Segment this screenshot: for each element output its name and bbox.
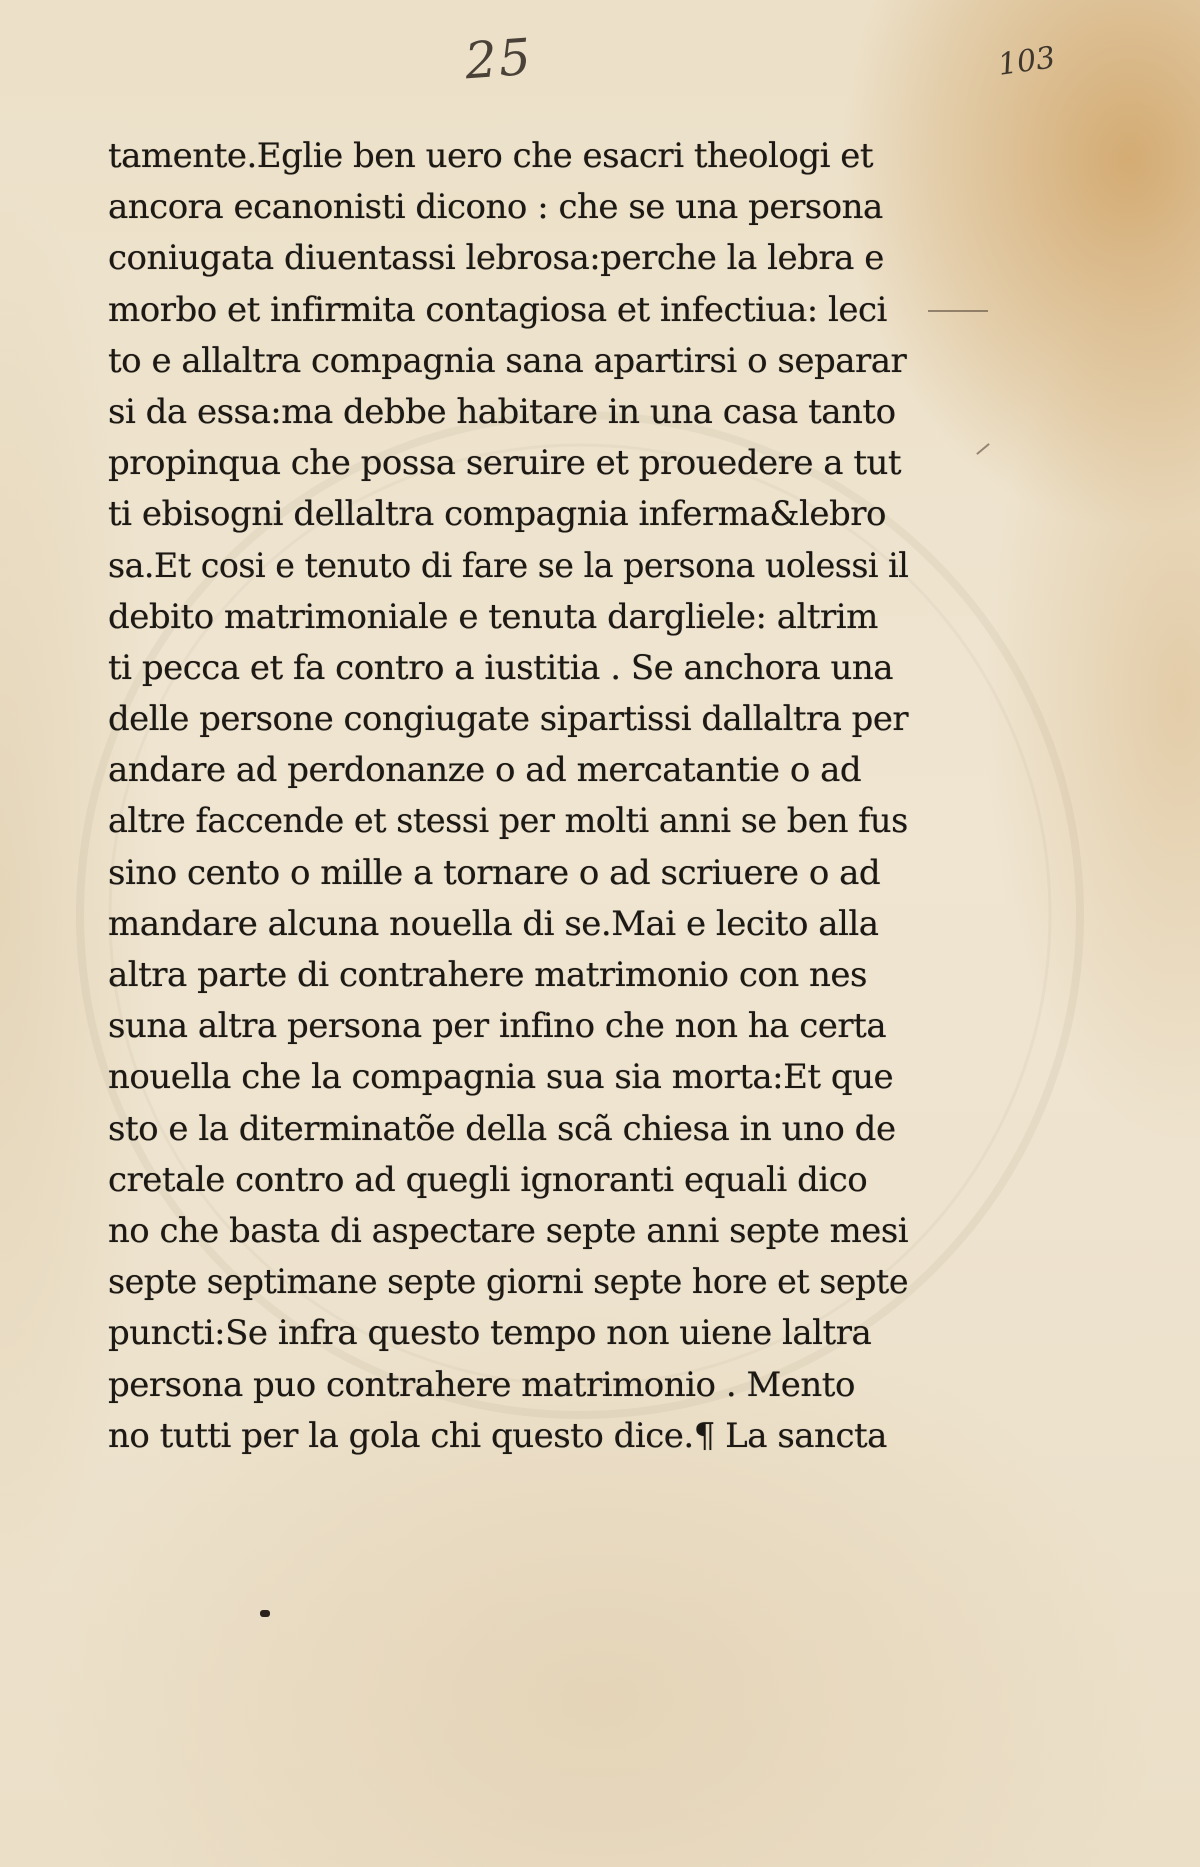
text-line: suna altra persona per infino che non ha certa <box>108 1006 887 1047</box>
text-line: altra parte di contrahere matrimonio con nes <box>108 955 868 995</box>
text-line: ancora ecanonisti dicono : che se una persona <box>108 187 883 228</box>
body-text <box>108 131 908 1462</box>
margin-dash <box>928 310 988 312</box>
text-line: sto e la diterminatõe della scã chiesa in uno de <box>108 1108 896 1149</box>
text-line: sino cento o mille a tornare o ad scriuere o ad <box>108 852 881 893</box>
text-line: tamente.Eglie ben uero che esacri theologi et <box>108 136 874 176</box>
text-line: morbo et infirmita contagiosa et infectiua: leci <box>108 289 887 330</box>
text-line: cretale contro ad quegli ignoranti equali dico <box>108 1159 868 1200</box>
text-line: no che basta di aspectare septe anni septe mesi <box>108 1210 909 1251</box>
text-line: ti pecca et fa contro a iustitia . Se anchora una <box>108 647 894 688</box>
text-line: coniugata diuentassi lebrosa:perche la lebra e <box>108 238 884 279</box>
text-line: debito matrimoniale e tenuta dargliele: altrim <box>108 596 878 637</box>
text-line: andare ad perdonanze o ad mercatantie o ad <box>108 750 862 791</box>
folio-number-ink: 103 <box>995 40 1058 83</box>
text-line: persona puo contrahere matrimonio . Mento <box>108 1364 855 1405</box>
text-line: mandare alcuna nouella di se.Mai e lecito alla <box>108 903 879 944</box>
text-line: sa.Et cosi e tenuto di fare se la persona uolessi il <box>108 545 909 586</box>
text-line: si da essa:ma debbe habitare in una casa tanto <box>108 391 896 432</box>
text-line: altre faccende et stessi per molti anni se ben fus <box>108 801 908 842</box>
text-line: to e allaltra compagnia sana apartirsi o separar <box>108 340 907 381</box>
text-line: septe septimane septe giorni septe hore et septe <box>108 1262 909 1303</box>
text-line: nouella che la compagnia sua sia morta:Et que <box>108 1057 894 1098</box>
text-line: no tutti per la gola chi questo dice.¶ La sancta <box>108 1415 887 1456</box>
ink-spot <box>260 1610 270 1617</box>
text-line: puncti:Se infra questo tempo non uiene laltra <box>108 1313 872 1354</box>
margin-tick <box>976 443 990 455</box>
text-line: propinqua che possa seruire et prouedere a tut <box>108 443 902 484</box>
text-line: delle persone congiugate sipartissi dallaltra per <box>108 699 909 740</box>
text-line: ti ebisogni dellaltra compagnia inferma&lebro <box>108 494 887 535</box>
folio-number-pencil: 25 <box>463 27 535 91</box>
